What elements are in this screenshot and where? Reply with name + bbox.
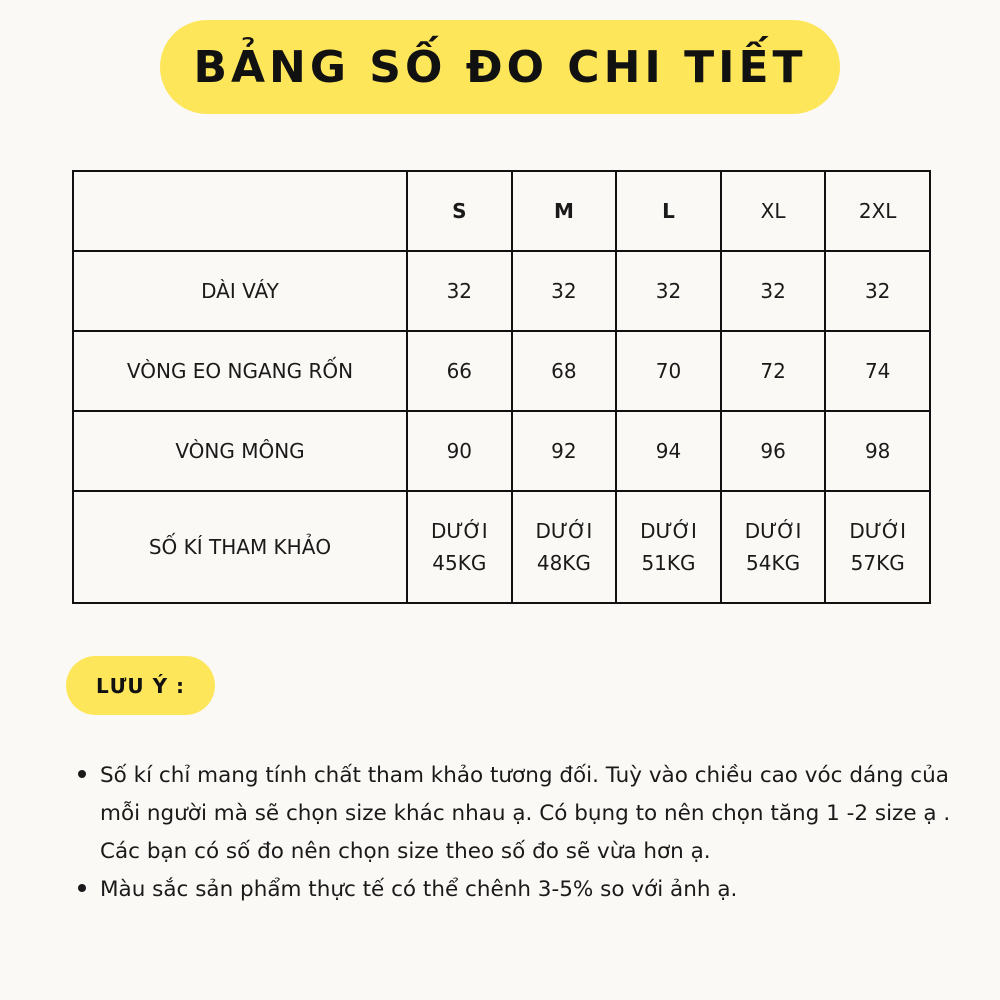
table-cell: 32 [616,251,721,331]
header-corner-cell [73,171,407,251]
table-cell: 32 [825,251,930,331]
weight-value: 57KG [850,551,905,575]
table-cell [825,491,930,603]
table-cell: 66 [407,331,512,411]
table-cell: 72 [721,331,826,411]
table-header-row [73,171,930,251]
table-row [73,491,930,603]
table-cell: 68 [512,331,617,411]
table-cell [721,491,826,603]
title-banner [160,20,840,114]
table-cell: 90 [407,411,512,491]
table-row [73,251,930,331]
table-row [73,411,930,491]
size-chart-table [72,170,931,604]
table-cell: 92 [512,411,617,491]
note-label-badge [66,656,215,715]
weight-prefix: DƯỚI [640,519,697,543]
list-item [100,871,980,909]
row-label: VÒNG EO NGANG RỐN [73,331,407,411]
table-cell: 70 [616,331,721,411]
weight-value: 45KG [432,551,487,575]
row-label: DÀI VÁY [73,251,407,331]
table-cell [512,491,617,603]
note-label: LƯU Ý : [95,673,186,698]
table-cell: 74 [825,331,930,411]
bullet-icon [78,770,86,778]
weight-prefix: DƯỚI [744,519,802,543]
size-header-2xl: 2XL [825,171,930,251]
size-header-s: S [407,171,512,251]
table-cell: 96 [721,411,826,491]
size-header-l: L [616,171,721,251]
notes-list [78,757,980,909]
note-text: Số kí chỉ mang tính chất tham khảo tương đối. Tuỳ vào chiều cao vóc dáng của mỗi người mà sẽ chọn size khác nhau ạ. Có bụng to nên chọn tăng 1 -2 size ạ . Các bạn có số đo nên chọn size theo số đo sẽ vừa hơn ạ. [100,763,951,864]
table-cell [616,491,721,603]
page-title: BẢNG SỐ ĐO CHI TIẾT [193,41,807,93]
table-cell: 32 [512,251,617,331]
table-cell: 98 [825,411,930,491]
note-text: Màu sắc sản phẩm thực tế có thể chênh 3-5% so với ảnh ạ. [100,877,738,902]
size-header-xl: XL [721,171,826,251]
table-cell [407,491,512,603]
weight-prefix: DƯỚI [535,519,593,543]
table-cell: 32 [721,251,826,331]
weight-prefix: DƯỚI [430,519,488,543]
row-label: VÒNG MÔNG [73,411,407,491]
row-label: SỐ KÍ THAM KHẢO [73,491,407,603]
table-cell: 94 [616,411,721,491]
weight-value: 54KG [746,551,801,575]
bullet-icon [78,884,86,892]
size-header-m: M [512,171,617,251]
table-row [73,331,930,411]
weight-prefix: DƯỚI [849,519,907,543]
table-cell: 32 [407,251,512,331]
weight-value: 51KG [641,551,696,575]
list-item [100,757,980,871]
weight-value: 48KG [536,551,591,575]
